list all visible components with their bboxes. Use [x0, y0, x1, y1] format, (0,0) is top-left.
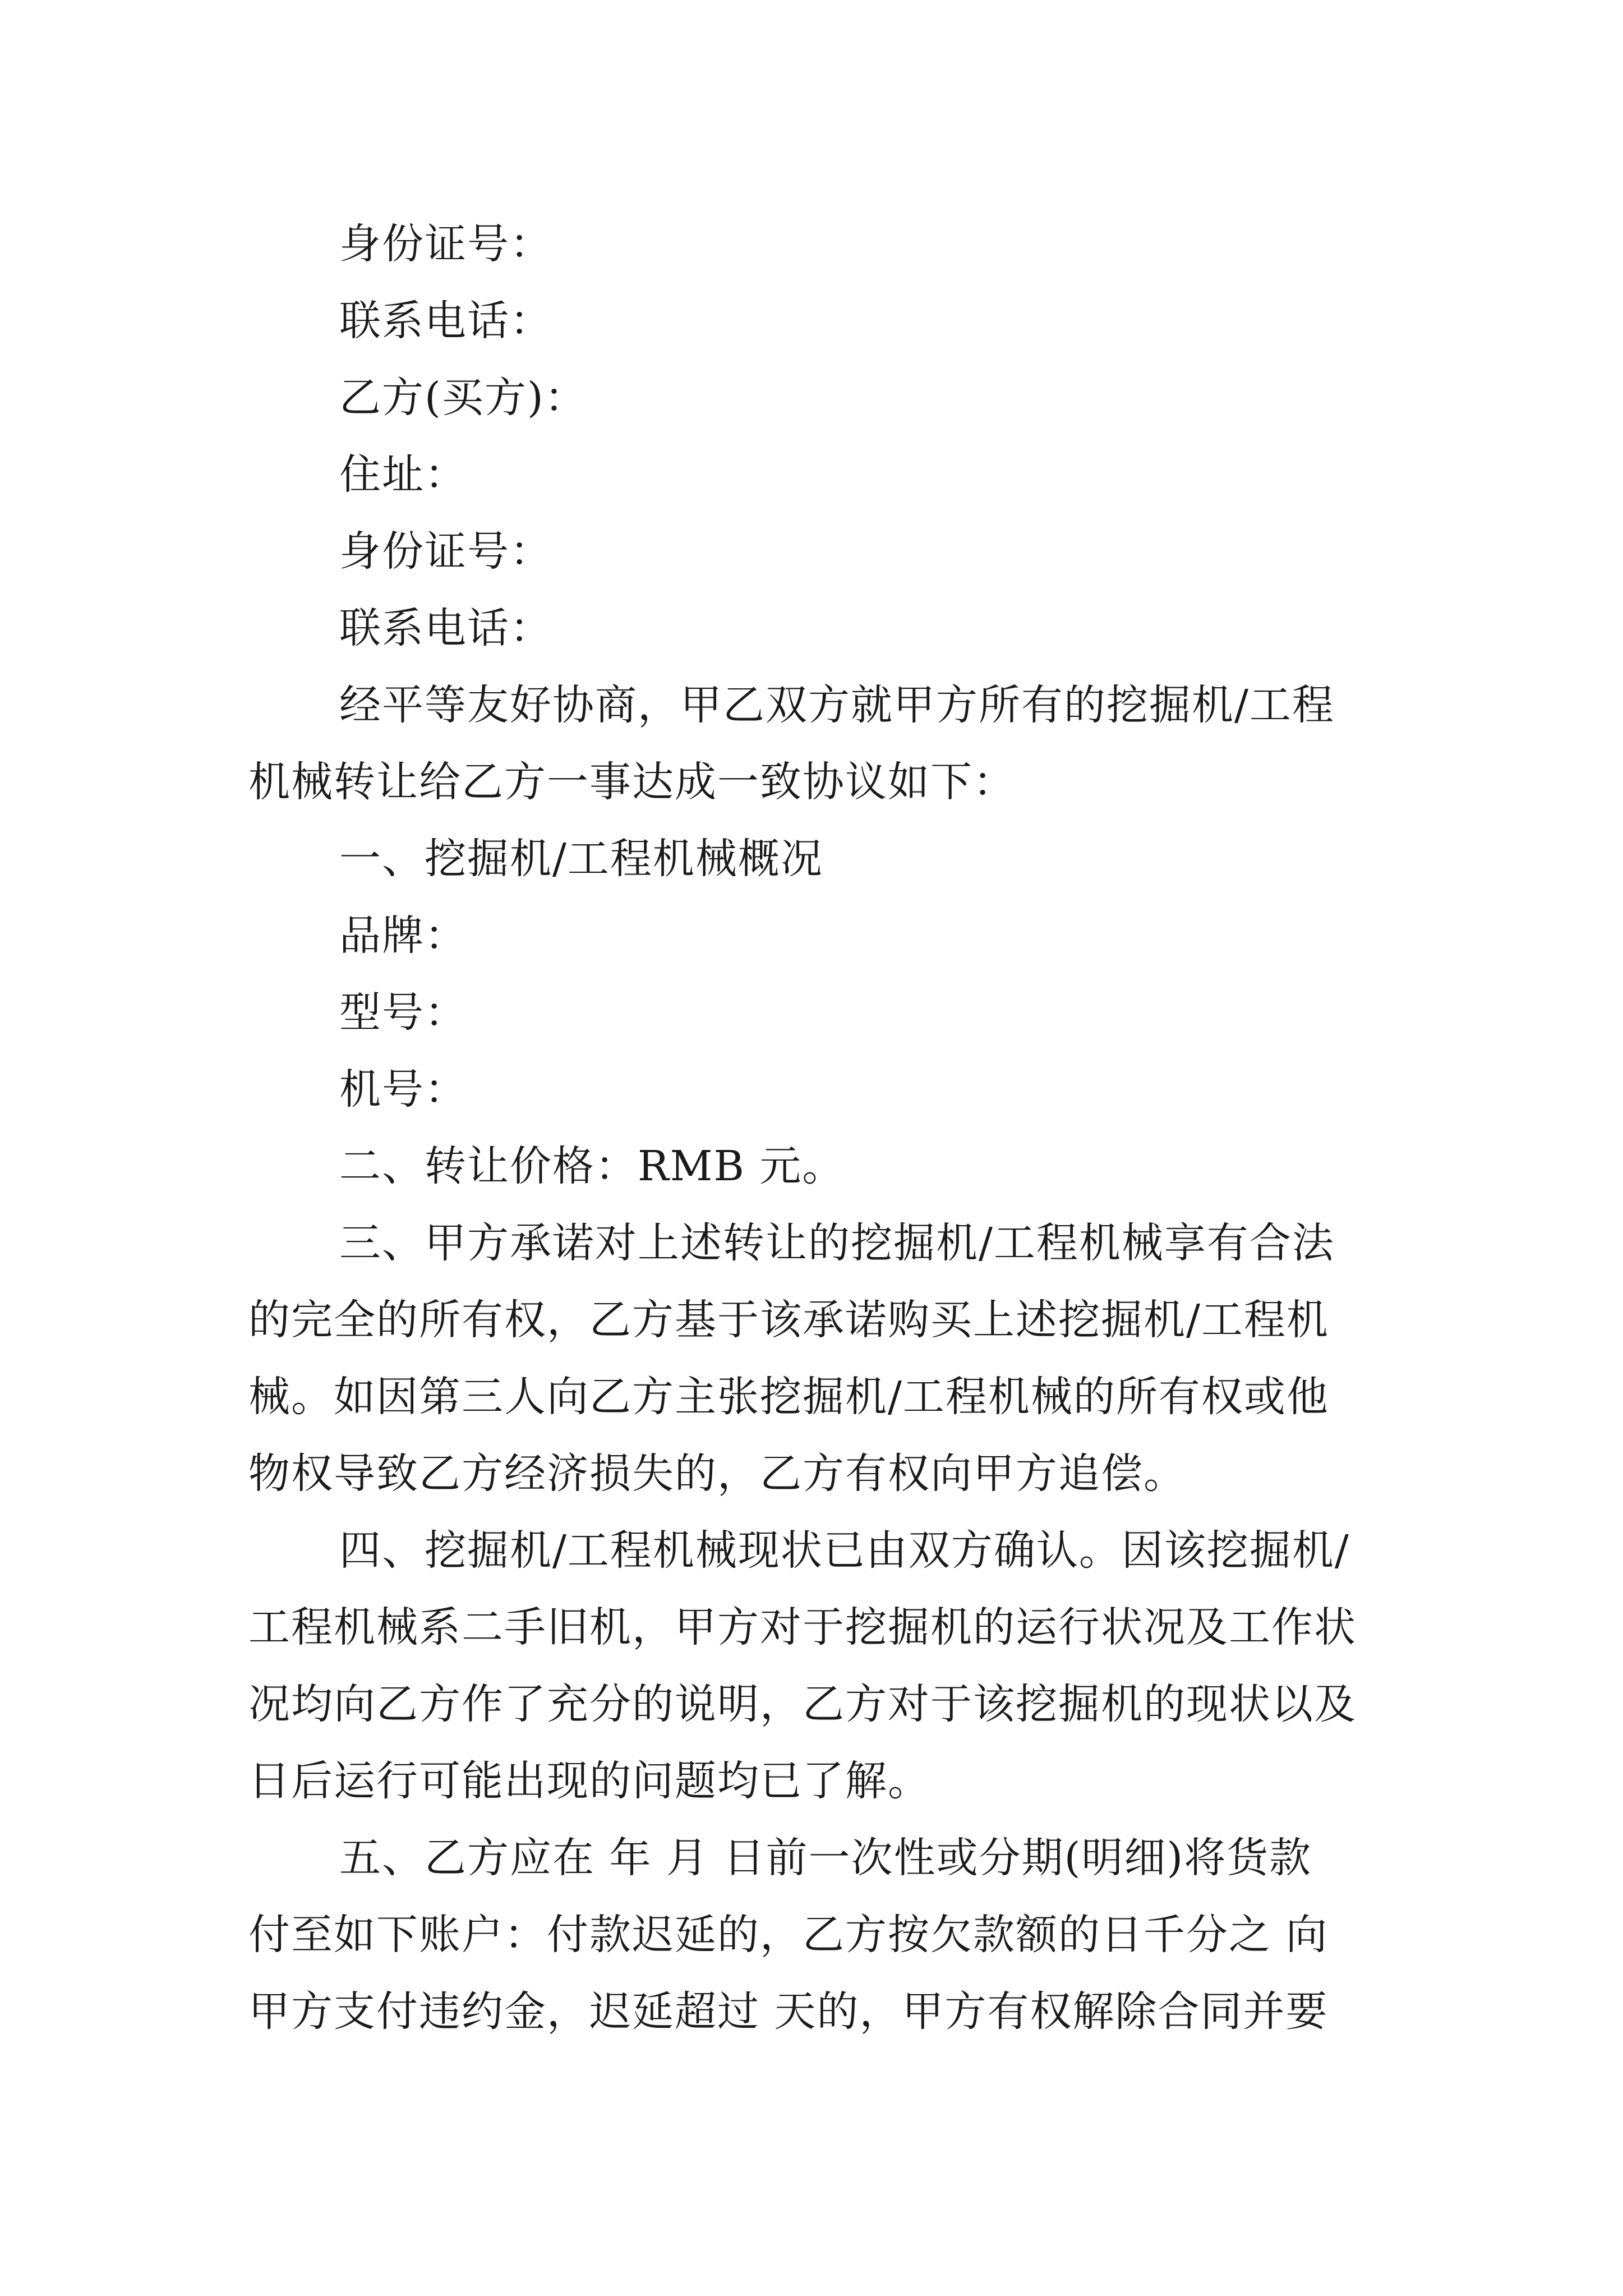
section-5-line-1: 五、乙方应在 年 月 日前一次性或分期(明细)将货款 [339, 1834, 1312, 1882]
brand-label: 品牌： [339, 912, 467, 960]
buyer-id-number-label: 身份证号： [339, 527, 552, 576]
machine-number-label: 机号： [339, 1065, 467, 1114]
section-3-line-2: 的完全的所有权，乙方基于该承诺购买上述挖掘机/工程机 [248, 1296, 1329, 1344]
seller-id-number-label: 身份证号： [339, 220, 552, 268]
model-label: 型号： [339, 988, 467, 1037]
section-3-line-3: 械。如因第三人向乙方主张挖掘机/工程机械的所有权或他 [248, 1373, 1329, 1421]
section-3-line-4: 物权导致乙方经济损失的，乙方有权向甲方追偿。 [248, 1450, 1186, 1498]
buyer-phone-label: 联系电话： [339, 604, 552, 652]
intro-paragraph-line-1: 经平等友好协商，甲乙双方就甲方所有的挖掘机/工程 [339, 681, 1335, 729]
section-3-line-1: 三、甲方承诺对上述转让的挖掘机/工程机械享有合法 [339, 1219, 1335, 1267]
section-4-line-1: 四、挖掘机/工程机械现状已由双方确认。因该挖掘机/ [339, 1526, 1350, 1575]
buyer-address-label: 住址： [339, 450, 467, 499]
buyer-party-label: 乙方(买方)： [339, 374, 587, 422]
section-4-line-3: 况均向乙方作了充分的说明，乙方对于该挖掘机的现状以及 [248, 1680, 1357, 1728]
section-5-line-2: 付至如下账户：付款迟延的，乙方按欠款额的日千分之 向 [248, 1911, 1329, 1959]
seller-phone-label: 联系电话： [339, 297, 552, 345]
section-2-price: 二、转让价格：RMB 元。 [339, 1142, 845, 1190]
section-4-line-4: 日后运行可能出现的问题均已了解。 [248, 1757, 930, 1805]
intro-paragraph-line-2: 机械转让给乙方一事达成一致协议如下： [248, 758, 1016, 806]
section-5-line-3: 甲方支付违约金，迟延超过 天的，甲方有权解除合同并要 [248, 1987, 1329, 2036]
section-4-line-2: 工程机械系二手旧机，甲方对于挖掘机的运行状况及工作状 [248, 1603, 1357, 1651]
section-1-heading: 一、挖掘机/工程机械概况 [339, 835, 823, 883]
document-body [248, 206, 1387, 2050]
